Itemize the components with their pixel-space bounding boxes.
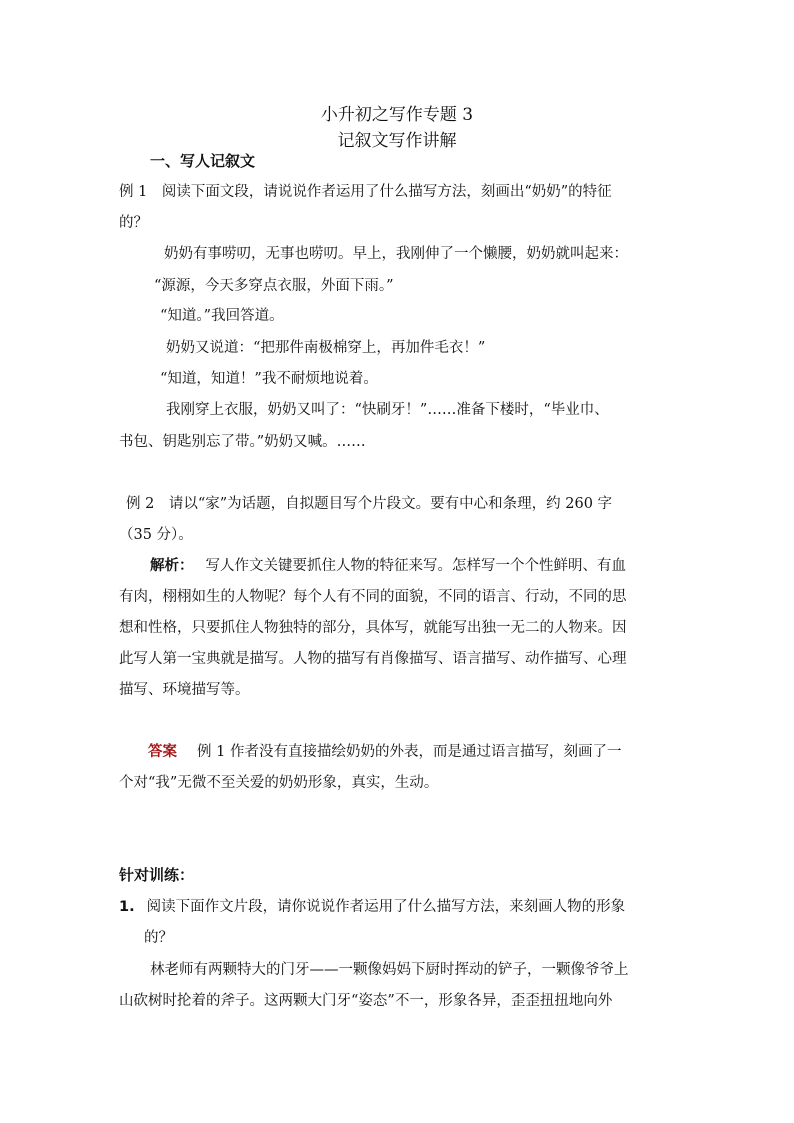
question1-line1 xyxy=(119,895,625,916)
question-text: 阅读下面作文片段，请你说说作者运用了什么描写方法，来刻画人物的形象 xyxy=(146,899,626,915)
example1-line2: 的？ xyxy=(119,215,148,231)
passage-line: “知道。”我回答道。 xyxy=(160,308,284,324)
example2-line1: 例 2 请以“家”为话题，自拟题目写个片段文。要有中心和条理，约 260 字 xyxy=(126,496,613,512)
question-passage-line: 林老师有两颗特大的门牙——一颗像妈妈下厨时挥动的铲子，一颗像爷爷上 xyxy=(150,962,629,978)
answer-text: 例 1 作者没有直接描绘奶奶的外表，而是通过语言描写，刻画了一 xyxy=(197,744,622,760)
passage-line: 奶奶又说道：“把那件南极棉穿上，再加件毛衣！” xyxy=(166,340,486,356)
example2-line2: （35 分）。 xyxy=(119,527,193,543)
section-heading: 一、写人记叙文 xyxy=(150,152,256,170)
analysis-line: 描写、环境描写等。 xyxy=(119,682,250,698)
analysis-text: 写人作文关键要抓住人物的特征来写。怎样写一个个性鲜明、有血 xyxy=(205,558,626,574)
analysis-line: 有肉，栩栩如生的人物呢？每个人有不同的面貌，不同的语言、行动，不同的思 xyxy=(119,589,627,605)
analysis-line: 此写人第一宝典就是描写。人物的描写有肖像描写、语言描写、动作描写、心理 xyxy=(119,651,627,667)
answer-label: 答案 xyxy=(148,743,177,760)
passage-line: 书包、钥匙别忘了带。”奶奶又喊。…… xyxy=(119,434,366,450)
passage-line: “源源，今天多穿点衣服，外面下雨。” xyxy=(154,278,394,294)
document-subtitle: 记叙文写作讲解 xyxy=(337,131,457,151)
analysis-line: 想和性格，只要抓住人物独特的部分，具体写，就能写出独一无二的人物来。因 xyxy=(119,620,627,636)
question1-line2: 的？ xyxy=(144,930,173,946)
passage-line: 我刚穿上衣服，奶奶又叫了：“快刷牙！”……准备下楼时，“毕业巾、 xyxy=(166,402,609,418)
answer-line2: 个对“我”无微不至关爱的奶奶形象，真实，生动。 xyxy=(119,775,439,791)
example1-line1: 例 1 阅读下面文段，请说说作者运用了什么描写方法，刻画出“奶奶”的特征 xyxy=(119,184,612,200)
passage-line: 奶奶有事唠叨，无事也唠叨。早上，我刚伸了一个懒腰，奶奶就叫起来： xyxy=(164,246,628,262)
training-heading: 针对训练： xyxy=(119,866,195,884)
analysis-line1 xyxy=(150,554,626,575)
answer-line1 xyxy=(148,740,621,761)
question-passage-line: 山砍树时抡着的斧子。这两颗大门牙“姿态”不一，形象各异，歪歪扭扭地向外 xyxy=(119,993,613,1009)
passage-line: “知道，知道！”我不耐烦地说着。 xyxy=(160,371,378,387)
analysis-label: 解析： xyxy=(150,558,194,574)
question-number: 1. xyxy=(119,899,135,915)
document-title: 小升初之写作专题 3 xyxy=(320,105,474,125)
